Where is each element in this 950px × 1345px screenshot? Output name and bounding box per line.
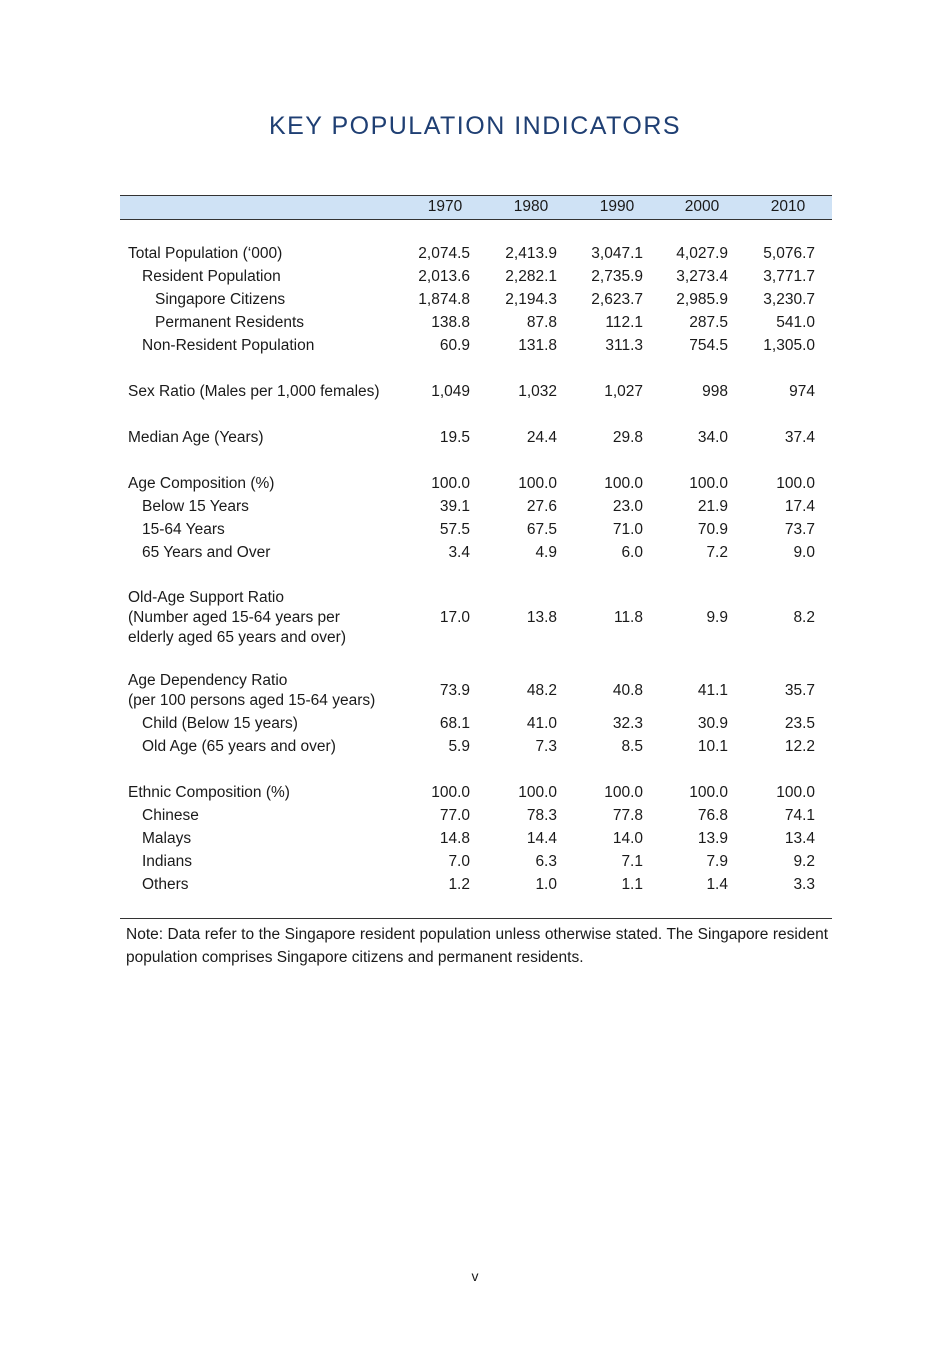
row-label-line2: (Number aged 15-64 years per	[128, 609, 340, 626]
table-cell: 9.9	[706, 609, 728, 626]
row-label-line2: (per 100 persons aged 15-64 years)	[128, 692, 376, 709]
table-cell: 1,874.8	[418, 291, 470, 308]
table-cell: 112.1	[605, 314, 643, 331]
table-cell: 13.9	[697, 830, 728, 847]
table-cell: 11.8	[613, 609, 643, 626]
table-cell: 48.2	[526, 682, 557, 699]
row-label: Non-Resident Population	[142, 337, 315, 354]
table-cell: 24.4	[526, 429, 557, 446]
table-cell: 8.5	[621, 738, 643, 755]
table-cell: 32.3	[612, 715, 643, 732]
table-cell: 68.1	[439, 715, 470, 732]
table-cell: 23.0	[612, 498, 643, 515]
row-label: Old Age (65 years and over)	[142, 738, 336, 755]
table-cell: 2,623.7	[591, 291, 643, 308]
table-cell: 21.9	[697, 498, 728, 515]
table-cell: 1.4	[706, 876, 728, 893]
table-cell: 9.2	[793, 853, 815, 870]
year-header-1990: 1990	[599, 198, 635, 215]
row-label: Child (Below 15 years)	[142, 715, 298, 732]
table-cell: 7.2	[706, 544, 728, 561]
table-note: Note: Data refer to the Singapore resident population unless otherwise stated. The Singapore resident population comprises Singapore citizens and permanent residents.	[126, 926, 828, 966]
table-cell: 100.0	[689, 475, 728, 492]
table-cell: 1.2	[448, 876, 470, 893]
row-label: Singapore Citizens	[155, 291, 286, 308]
table-cell: 12.2	[784, 738, 815, 755]
table-cell: 13.8	[526, 609, 557, 626]
table-cell: 23.5	[784, 715, 815, 732]
table-cell: 3.4	[448, 544, 470, 561]
table-cell: 41.1	[697, 682, 728, 699]
table-cell: 29.8	[612, 429, 643, 446]
table-cell: 14.0	[612, 830, 643, 847]
table-cell: 4.9	[535, 544, 557, 561]
table-cell: 311.3	[605, 337, 643, 354]
table-cell: 287.5	[689, 314, 728, 331]
table-cell: 4,027.9	[676, 245, 728, 262]
table-cell: 100.0	[776, 475, 815, 492]
table-cell: 14.8	[439, 830, 470, 847]
row-label: Sex Ratio (Males per 1,000 females)	[128, 383, 380, 400]
row-label: Below 15 Years	[142, 498, 249, 515]
table-cell: 2,282.1	[505, 268, 557, 285]
table-cell: 131.8	[518, 337, 557, 354]
table-cell: 100.0	[776, 784, 815, 801]
table-cell: 1,032	[518, 383, 557, 400]
row-label: Malays	[142, 830, 192, 847]
table-cell: 541.0	[776, 314, 815, 331]
table-cell: 10.1	[697, 738, 728, 755]
table-cell: 77.0	[439, 807, 470, 824]
table-cell: 35.7	[784, 682, 815, 699]
year-header-2000: 2000	[684, 198, 720, 215]
table-cell: 1.0	[535, 876, 557, 893]
row-label: Ethnic Composition (%)	[128, 784, 290, 801]
table-cell: 87.8	[526, 314, 557, 331]
table-cell: 100.0	[689, 784, 728, 801]
table-cell: 7.0	[448, 853, 470, 870]
table-cell: 17.0	[439, 609, 470, 626]
row-label: 15-64 Years	[142, 521, 225, 538]
table-cell: 40.8	[612, 682, 643, 699]
table-cell: 3,047.1	[591, 245, 643, 262]
table-cell: 30.9	[697, 715, 728, 732]
table-cell: 19.5	[439, 429, 470, 446]
row-label: Age Composition (%)	[128, 475, 275, 492]
table-cell: 70.9	[697, 521, 728, 538]
table-cell: 100.0	[604, 475, 643, 492]
year-header-1970: 1970	[427, 198, 463, 215]
table-cell: 100.0	[518, 784, 557, 801]
table-cell: 2,194.3	[505, 291, 557, 308]
table-cell: 6.3	[535, 853, 557, 870]
table-cell: 37.4	[784, 429, 815, 446]
table-cell: 13.4	[784, 830, 815, 847]
table-cell: 74.1	[784, 807, 815, 824]
row-label: Old-Age Support Ratio	[128, 589, 284, 606]
row-label: Median Age (Years)	[128, 429, 264, 446]
table-cell: 8.2	[793, 609, 815, 626]
table-cell: 754.5	[689, 337, 728, 354]
table-cell: 3,230.7	[763, 291, 815, 308]
table-cell: 71.0	[612, 521, 643, 538]
row-label: Indians	[142, 853, 192, 870]
table-cell: 6.0	[621, 544, 643, 561]
table-cell: 2,074.5	[418, 245, 470, 262]
row-label: Chinese	[142, 807, 199, 824]
table-cell: 14.4	[526, 830, 557, 847]
table-cell: 17.4	[784, 498, 815, 515]
table-bottom-rule	[120, 918, 832, 919]
table-cell: 7.3	[535, 738, 557, 755]
table-cell: 100.0	[604, 784, 643, 801]
table-cell: 67.5	[526, 521, 557, 538]
table-cell: 1.1	[621, 876, 643, 893]
table-cell: 1,049	[431, 383, 470, 400]
table-cell: 2,735.9	[591, 268, 643, 285]
row-label: Resident Population	[142, 268, 281, 285]
row-label: Others	[142, 876, 189, 893]
table-cell: 7.1	[621, 853, 643, 870]
year-header-2010: 2010	[770, 198, 806, 215]
table-cell: 3,771.7	[763, 268, 815, 285]
table-cell: 34.0	[697, 429, 728, 446]
table-cell: 3,273.4	[676, 268, 728, 285]
row-label-line3: elderly aged 65 years and over)	[128, 629, 346, 646]
page-title: KEY POPULATION INDICATORS	[268, 112, 682, 140]
table-cell: 2,985.9	[676, 291, 728, 308]
table-cell: 100.0	[431, 475, 470, 492]
row-label: Total Population (‘000)	[128, 245, 283, 262]
table-cell: 2,013.6	[418, 268, 470, 285]
table-cell: 78.3	[526, 807, 557, 824]
page-number: v	[471, 1268, 479, 1284]
table-cell: 39.1	[439, 498, 470, 515]
table-cell: 7.9	[706, 853, 728, 870]
table-cell: 77.8	[612, 807, 643, 824]
table-cell: 100.0	[518, 475, 557, 492]
table-cell: 1,027	[604, 383, 643, 400]
table-cell: 41.0	[526, 715, 557, 732]
table-cell: 76.8	[697, 807, 728, 824]
year-header-1980: 1980	[513, 198, 549, 215]
table-cell: 2,413.9	[505, 245, 557, 262]
table-cell: 138.8	[431, 314, 470, 331]
table-cell: 27.6	[526, 498, 557, 515]
table-cell: 5.9	[448, 738, 470, 755]
table-cell: 57.5	[439, 521, 470, 538]
table-cell: 100.0	[431, 784, 470, 801]
table-cell: 5,076.7	[763, 245, 815, 262]
table-cell: 974	[789, 383, 815, 400]
table-cell: 73.9	[439, 682, 470, 699]
table-cell: 9.0	[793, 544, 815, 561]
table-cell: 998	[702, 383, 728, 400]
table-cell: 3.3	[793, 876, 815, 893]
row-label: Permanent Residents	[155, 314, 305, 331]
table-cell: 1,305.0	[763, 337, 815, 354]
table-cell: 60.9	[439, 337, 470, 354]
table-cell: 73.7	[784, 521, 815, 538]
row-label: 65 Years and Over	[142, 544, 271, 561]
row-label: Age Dependency Ratio	[128, 672, 288, 689]
